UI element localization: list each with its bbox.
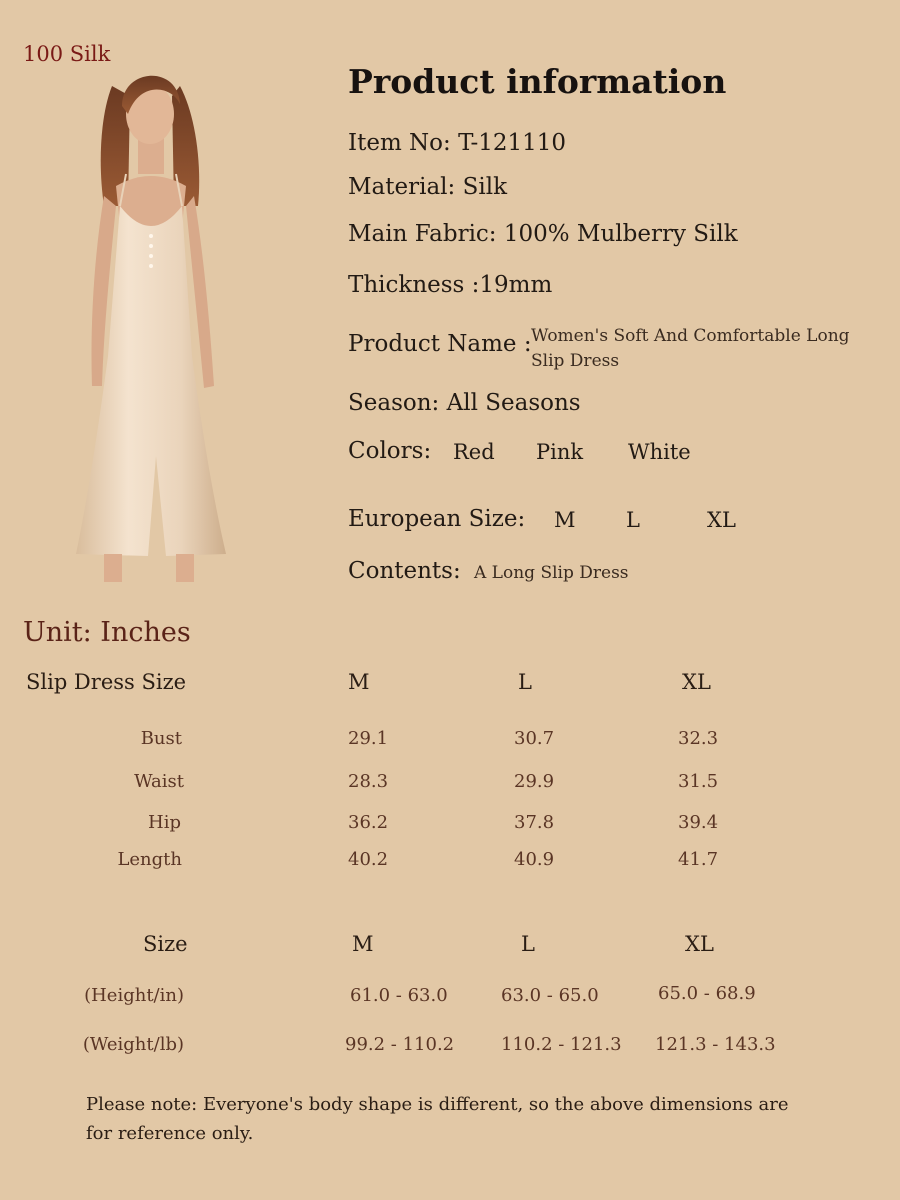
contents-value: A Long Slip Dress: [474, 563, 629, 583]
table-cell: 40.9: [514, 849, 555, 870]
sizing-note: Please note: Everyone's body shape is different, so the above dimensions are for reference only.: [86, 1094, 789, 1144]
table-cell: 31.5: [678, 771, 719, 792]
table-cell: 29.9: [514, 771, 555, 792]
product-name-line1: Women's Soft And Comfortable Long: [531, 326, 850, 346]
table-cell: 41.7: [678, 849, 719, 870]
row-label-hip: Hip: [148, 812, 181, 833]
color-option-white: White: [628, 440, 691, 464]
european-size-label: European Size:: [348, 506, 526, 532]
table-cell: 40.2: [348, 849, 389, 870]
thickness: Thickness :19mm: [348, 272, 553, 298]
silk-badge: 100 Silk: [23, 42, 111, 66]
colors-label: Colors:: [348, 438, 432, 464]
row-label-waist: Waist: [134, 771, 184, 792]
row-label-height: (Height/in): [84, 985, 184, 1006]
season: Season: All Seasons: [348, 390, 581, 416]
material: Material: Silk: [348, 174, 508, 200]
table-cell: 63.0 - 65.0: [501, 985, 599, 1006]
page-title: Product information: [348, 62, 727, 101]
product-name-label: Product Name :: [348, 331, 532, 357]
fit-header-label: Size: [143, 932, 188, 956]
size-option-l: L: [626, 508, 640, 532]
color-option-pink: Pink: [536, 440, 584, 464]
unit-label: Unit: Inches: [23, 617, 191, 648]
fit-header-m: M: [352, 932, 374, 956]
table-header-l: L: [518, 670, 532, 694]
fit-header-l: L: [521, 932, 535, 956]
item-number: Item No: T-121110: [348, 130, 567, 156]
contents-label: Contents:: [348, 558, 461, 584]
size-option-xl: XL: [707, 508, 736, 532]
table-cell: 39.4: [678, 812, 719, 833]
product-name-line2: Slip Dress: [531, 351, 620, 371]
fit-header-xl: XL: [685, 932, 714, 956]
table-cell: 65.0 - 68.9: [658, 983, 756, 1004]
color-option-red: Red: [453, 440, 495, 464]
table-header-label: Slip Dress Size: [26, 670, 187, 694]
table-cell: 110.2 - 121.3: [501, 1034, 622, 1055]
table-cell: 121.3 - 143.3: [655, 1034, 776, 1055]
table-cell: 99.2 - 110.2: [345, 1034, 455, 1055]
table-header-m: M: [348, 670, 370, 694]
row-label-weight: (Weight/lb): [82, 1034, 184, 1055]
table-cell: 29.1: [348, 728, 389, 749]
product-photo: [70, 56, 238, 584]
table-cell: 30.7: [514, 728, 555, 749]
table-cell: 32.3: [678, 728, 719, 749]
size-option-m: M: [554, 508, 576, 532]
table-cell: 61.0 - 63.0: [350, 985, 448, 1006]
table-header-xl: XL: [682, 670, 711, 694]
row-label-length: Length: [117, 849, 182, 870]
table-cell: 36.2: [348, 812, 389, 833]
row-label-bust: Bust: [140, 728, 182, 749]
table-cell: 37.8: [514, 812, 555, 833]
table-cell: 28.3: [348, 771, 389, 792]
main-fabric: Main Fabric: 100% Mulberry Silk: [348, 221, 738, 247]
